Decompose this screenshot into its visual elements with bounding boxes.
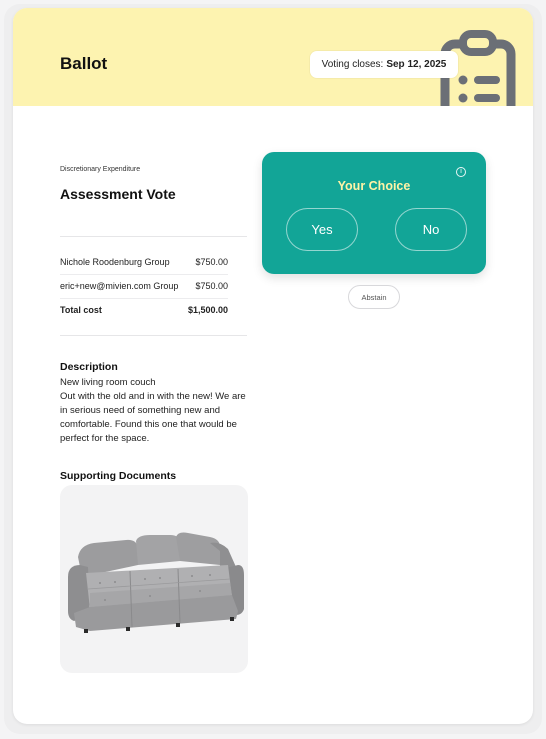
description-line: comfortable. Found this one that would be [60,419,237,430]
cost-row-name: Nichole Roodenburg Group [60,257,170,267]
total-cost-label: Total cost [60,305,102,315]
description-text [60,376,255,446]
total-cost-amount: $1,500.00 [187,305,228,315]
description-line: New living room couch [60,377,156,388]
description-line: Out with the old and in with the new! We are [60,391,246,402]
your-choice-panel [262,152,486,274]
page-title: Ballot [60,54,108,73]
your-choice-title: Your Choice [337,179,411,193]
abstain-button[interactable]: Abstain [348,285,400,309]
description-line: perfect for the space. [60,433,150,444]
ballot-card [13,8,533,724]
no-button[interactable]: No [395,208,467,251]
description-heading: Description [60,361,118,373]
vote-title: Assessment Vote [60,186,176,202]
cost-row-amount: $750.00 [195,257,228,267]
cost-row-amount: $750.00 [195,281,228,291]
sectional-sofa-image [60,485,248,673]
yes-button[interactable]: Yes [286,208,358,251]
section-divider [60,236,247,237]
cost-row [60,251,228,273]
ballot-header [13,8,533,106]
cost-row-name: eric+new@mivien.com Group [60,281,179,291]
voting-closes-date: Sep 12, 2025 [386,59,447,70]
info-icon[interactable]: i [456,167,466,177]
section-divider [60,335,247,336]
cost-row [60,275,228,297]
voting-closes-badge [310,51,458,78]
description-line: in serious need of something new and [60,405,221,416]
expense-category: Discretionary Expenditure [60,166,141,173]
voting-closes-label: Voting closes: [321,59,384,70]
total-cost-row [60,299,228,321]
supporting-document-thumbnail[interactable] [60,485,248,673]
supporting-documents-heading: Supporting Documents [60,470,177,482]
